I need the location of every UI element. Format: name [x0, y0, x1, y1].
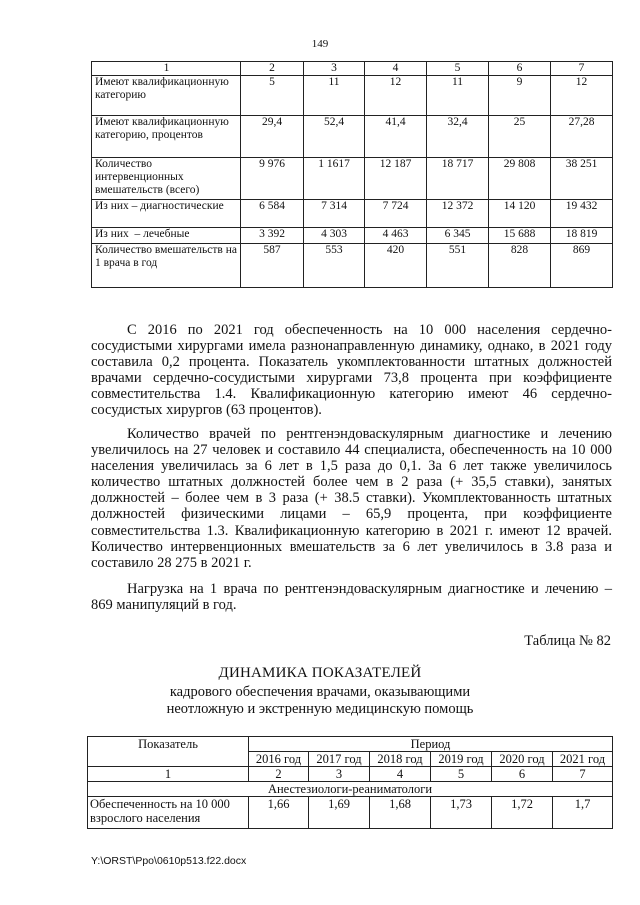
table-cell: 7 724: [365, 200, 427, 228]
table-cell: 52,4: [304, 116, 365, 158]
table-cell: 1,7: [553, 797, 613, 829]
table-cell: 25: [489, 116, 551, 158]
table-row: [92, 116, 613, 158]
paragraph-text: С 2016 по 2021 год обеспеченность на 10 000 населения сердечно-сосудистыми хирургами имела разнонаправленную динамику, однако, в 2021 году составила 0,2 процента. Показатель укомплектованности штатных должностей врачами сердечно-сосудистыми хирургами 73,8 процента при коэффициенте совместительства 1.4. Квалификационную категорию имеют 46 сердечно-сосудистых хирургов (63 процентов).: [91, 322, 612, 419]
table-cell: 1,72: [492, 797, 553, 829]
column-number: 6: [492, 767, 553, 782]
table-cell: 41,4: [365, 116, 427, 158]
table-cell: 9: [489, 76, 551, 116]
column-number: 4: [370, 767, 431, 782]
table-row: [92, 76, 613, 116]
row-label: Количество вмешательств на 1 врача в год: [92, 244, 241, 288]
header-cell: 7: [551, 62, 613, 76]
header-cell: 3: [304, 62, 365, 76]
table-cell: 3 392: [241, 228, 304, 244]
dynamics-table: [87, 736, 613, 829]
staffing-table: [91, 61, 613, 288]
table-cell: 5: [241, 76, 304, 116]
table-caption: Таблица № 82: [524, 633, 611, 649]
header-period: Период: [249, 737, 613, 752]
table-cell: 551: [427, 244, 489, 288]
column-number: 2: [249, 767, 309, 782]
page-number: 149: [311, 38, 329, 50]
section-subtitle: кадрового обеспечения врачами, оказывающими: [169, 684, 471, 700]
table-cell: 9 976: [241, 158, 304, 200]
table-cell: 869: [551, 244, 613, 288]
paragraph-surgeons: [91, 322, 612, 419]
table-cell: 29 808: [489, 158, 551, 200]
table-cell: 15 688: [489, 228, 551, 244]
header-cell: 2: [241, 62, 304, 76]
year-header: 2016 год: [249, 752, 309, 767]
table-cell: 38 251: [551, 158, 613, 200]
table-cell: 32,4: [427, 116, 489, 158]
row-label: Имеют квалификационную категорию, процентов: [92, 116, 241, 158]
row-label: Количество интервенционных вмешательств (всего): [92, 158, 241, 200]
table-row: [92, 228, 613, 244]
column-number: 7: [553, 767, 613, 782]
table-cell: 11: [304, 76, 365, 116]
footer-file-path: Y:\ORST\Ppo\0610p513.f22.docx: [91, 855, 247, 867]
section-subtitle: неотложную и экстренную медицинскую помощь: [166, 701, 474, 717]
column-number: 3: [309, 767, 370, 782]
table-cell: 4 463: [365, 228, 427, 244]
table-cell: 12 187: [365, 158, 427, 200]
table-row: [92, 244, 613, 288]
table-cell: 587: [241, 244, 304, 288]
table-cell: 11: [427, 76, 489, 116]
header-cell: 1: [92, 62, 241, 76]
table-cell: 4 303: [304, 228, 365, 244]
table-header-row: [92, 62, 613, 76]
year-header: 2020 год: [492, 752, 553, 767]
year-header: 2018 год: [370, 752, 431, 767]
year-header: 2019 год: [431, 752, 492, 767]
row-label: Из них – лечебные: [92, 228, 241, 244]
table-row: [92, 200, 613, 228]
section-title: ДИНАМИКА ПОКАЗАТЕЛЕЙ: [218, 665, 422, 681]
table-cell: 14 120: [489, 200, 551, 228]
table-header-row: [88, 737, 613, 752]
table-cell: 828: [489, 244, 551, 288]
table-row: [92, 158, 613, 200]
table-cell: 420: [365, 244, 427, 288]
paragraph-text: Нагрузка на 1 врача по рентгенэндоваскулярным диагностике и лечению – 869 манипуляций в год.: [91, 581, 612, 614]
table-cell: 6 584: [241, 200, 304, 228]
header-cell: 4: [365, 62, 427, 76]
table-cell: 553: [304, 244, 365, 288]
table-row: [88, 797, 613, 829]
table-cell: 1,66: [249, 797, 309, 829]
table-cell: 27,28: [551, 116, 613, 158]
table-cell: 1,68: [370, 797, 431, 829]
row-label: Обеспеченность на 10 000 взрослого населения: [88, 797, 249, 829]
paragraph-text: Количество врачей по рентгенэндоваскулярным диагностике и лечению увеличилось на 27 человек и составило 44 специалиста, обеспеченность на 10 000 населения увеличилась за 6 лет в 1,5 раза до 0,1. За 6 лет также увеличилось количество штатных должностей более чем в 2 раза (+ 35,5 ставки), занятых должностей – более чем в 3 раза (+ 38.5 ставки). Укомплектованность штатных должностей физическими лицами – 65,9 процента, при коэффициенте совместительства 1.3. Квалификационную категорию в 2021 г. имеют 12 врачей. Количество интервенционных вмешательств за 6 лет увеличилось в 3.8 раза и составило 28 275 в 2021 г.: [91, 426, 612, 571]
table-cell: 18 717: [427, 158, 489, 200]
row-label: Из них – диагностические: [92, 200, 241, 228]
header-cell: 6: [489, 62, 551, 76]
table-cell: 12 372: [427, 200, 489, 228]
table-number-row: [88, 767, 613, 782]
column-number: 1: [88, 767, 249, 782]
section-label: Анестезиологи-реаниматологи: [88, 782, 613, 797]
table-cell: 12: [365, 76, 427, 116]
paragraph-endovascular: [91, 426, 612, 571]
header-indicator: Показатель: [88, 737, 249, 767]
table-cell: 12: [551, 76, 613, 116]
table-cell: 1 1617: [304, 158, 365, 200]
table-cell: 7 314: [304, 200, 365, 228]
table-cell: 18 819: [551, 228, 613, 244]
section-row: [88, 782, 613, 797]
header-cell: 5: [427, 62, 489, 76]
paragraph-workload: [91, 581, 612, 613]
table-cell: 1,69: [309, 797, 370, 829]
row-label: Имеют квалификационную категорию: [92, 76, 241, 116]
table-cell: 19 432: [551, 200, 613, 228]
column-number: 5: [431, 767, 492, 782]
table-cell: 1,73: [431, 797, 492, 829]
table-cell: 6 345: [427, 228, 489, 244]
table-cell: 29,4: [241, 116, 304, 158]
year-header: 2017 год: [309, 752, 370, 767]
year-header: 2021 год: [553, 752, 613, 767]
